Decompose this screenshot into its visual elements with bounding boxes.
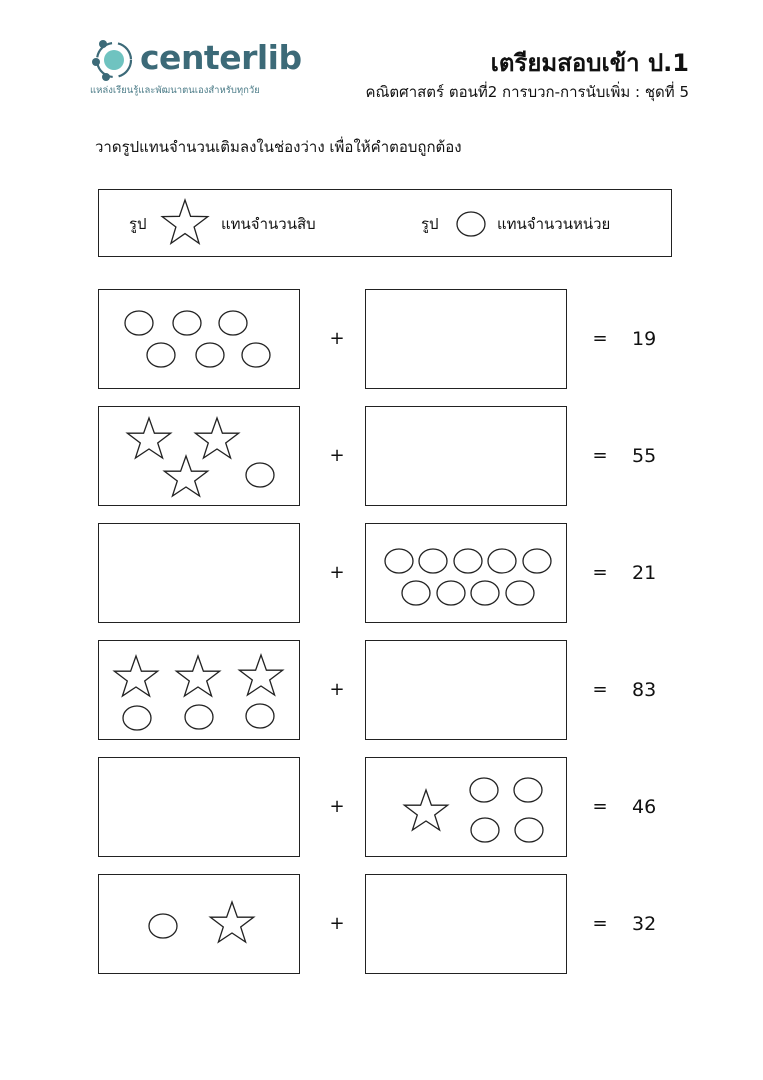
page-subtitle: คณิตศาสตร์ ตอนที่2 การบวก-การนับเพิ่ม : ชุดที่ 5: [365, 83, 689, 101]
star-icon: [210, 902, 253, 942]
answer-box-2[interactable]: [365, 406, 567, 506]
shape-group-left-1: [99, 290, 301, 390]
circle-icon: [196, 343, 224, 367]
circle-icon: [515, 818, 543, 842]
logo-tagline: แหล่งเรียนรู้และพัฒนาตนเองสำหรับทุกวัย: [90, 85, 260, 96]
circle-icon: [242, 343, 270, 367]
logo-wordmark: centerlib: [140, 38, 302, 77]
plus-sign: +: [329, 679, 345, 700]
circle-icon: [437, 581, 465, 605]
circle-icon: [147, 343, 175, 367]
problem-row-2: [0, 406, 763, 508]
plus-sign: +: [329, 328, 345, 349]
total-value-6: 32: [632, 913, 657, 935]
left-box-2: [98, 406, 300, 506]
circle-icon: [219, 311, 247, 335]
equals-sign: =: [592, 796, 608, 817]
left-box-1: [98, 289, 300, 389]
problem-row-6: [0, 874, 763, 976]
right-box-3: [365, 523, 567, 623]
legend-meaning-circle: แทนจำนวนหน่วย: [497, 215, 611, 233]
answer-box-4[interactable]: [365, 640, 567, 740]
equals-sign: =: [592, 913, 608, 934]
legend-meaning-star: แทนจำนวนสิบ: [221, 215, 316, 233]
legend-box: [98, 189, 672, 257]
problem-row-1: [0, 289, 763, 391]
equals-sign: =: [592, 562, 608, 583]
circle-icon: [246, 463, 274, 487]
equals-sign: =: [592, 679, 608, 700]
left-box-4: [98, 640, 300, 740]
plus-sign: +: [329, 562, 345, 583]
total-value-4: 83: [632, 679, 657, 701]
left-box-6: [98, 874, 300, 974]
circle-icon: [471, 581, 499, 605]
circle-icon: [125, 311, 153, 335]
circle-icon: [470, 778, 498, 802]
circle-icon: [471, 818, 499, 842]
answer-box-1[interactable]: [365, 289, 567, 389]
circle-icon: [123, 706, 151, 730]
shape-group-left-4: [99, 641, 301, 741]
star-icon: [176, 656, 219, 696]
circle-icon: [488, 549, 516, 573]
star-icon: [127, 418, 170, 458]
answer-box-5[interactable]: [98, 757, 300, 857]
equals-sign: =: [592, 328, 608, 349]
star-icon: [239, 655, 282, 695]
network-logo-icon: [90, 36, 138, 84]
total-value-2: 55: [632, 445, 657, 467]
circle-icon: [506, 581, 534, 605]
page-title: เตรียมสอบเข้า ป.1: [490, 49, 689, 77]
star-icon: [195, 418, 238, 458]
shape-group-right-3: [366, 524, 568, 624]
right-box-5: [365, 757, 567, 857]
plus-sign: +: [329, 913, 345, 934]
plus-sign: +: [329, 796, 345, 817]
instruction-text: วาดรูปแทนจำนวนเติมลงในช่องว่าง เพื่อให้คำตอบถูกต้อง: [95, 138, 462, 156]
circle-icon: [185, 705, 213, 729]
circle-icon: [173, 311, 201, 335]
shape-group-left-2: [99, 407, 301, 507]
circle-icon: [514, 778, 542, 802]
shape-group-left-6: [99, 875, 301, 975]
circle-icon: [523, 549, 551, 573]
problem-row-3: [0, 523, 763, 625]
circle-icon: [454, 549, 482, 573]
total-value-5: 46: [632, 796, 657, 818]
legend-prefix-star: รูป: [129, 215, 147, 233]
problem-row-4: [0, 640, 763, 742]
total-value-1: 19: [632, 328, 657, 350]
centerlib-logo: [90, 36, 310, 102]
star-icon: [164, 456, 207, 496]
circle-icon: [419, 549, 447, 573]
circle-icon: [455, 210, 487, 238]
answer-box-3[interactable]: [98, 523, 300, 623]
plus-sign: +: [329, 445, 345, 466]
total-value-3: 21: [632, 562, 657, 584]
legend-prefix-circle: รูป: [421, 215, 439, 233]
circle-icon: [149, 914, 177, 938]
circle-icon: [385, 549, 413, 573]
circle-icon: [246, 704, 274, 728]
equals-sign: =: [592, 445, 608, 466]
star-icon: [159, 198, 211, 246]
answer-box-6[interactable]: [365, 874, 567, 974]
shape-group-right-5: [366, 758, 568, 858]
problem-row-5: [0, 757, 763, 859]
star-icon: [114, 656, 157, 696]
circle-icon: [402, 581, 430, 605]
star-icon: [404, 790, 447, 830]
